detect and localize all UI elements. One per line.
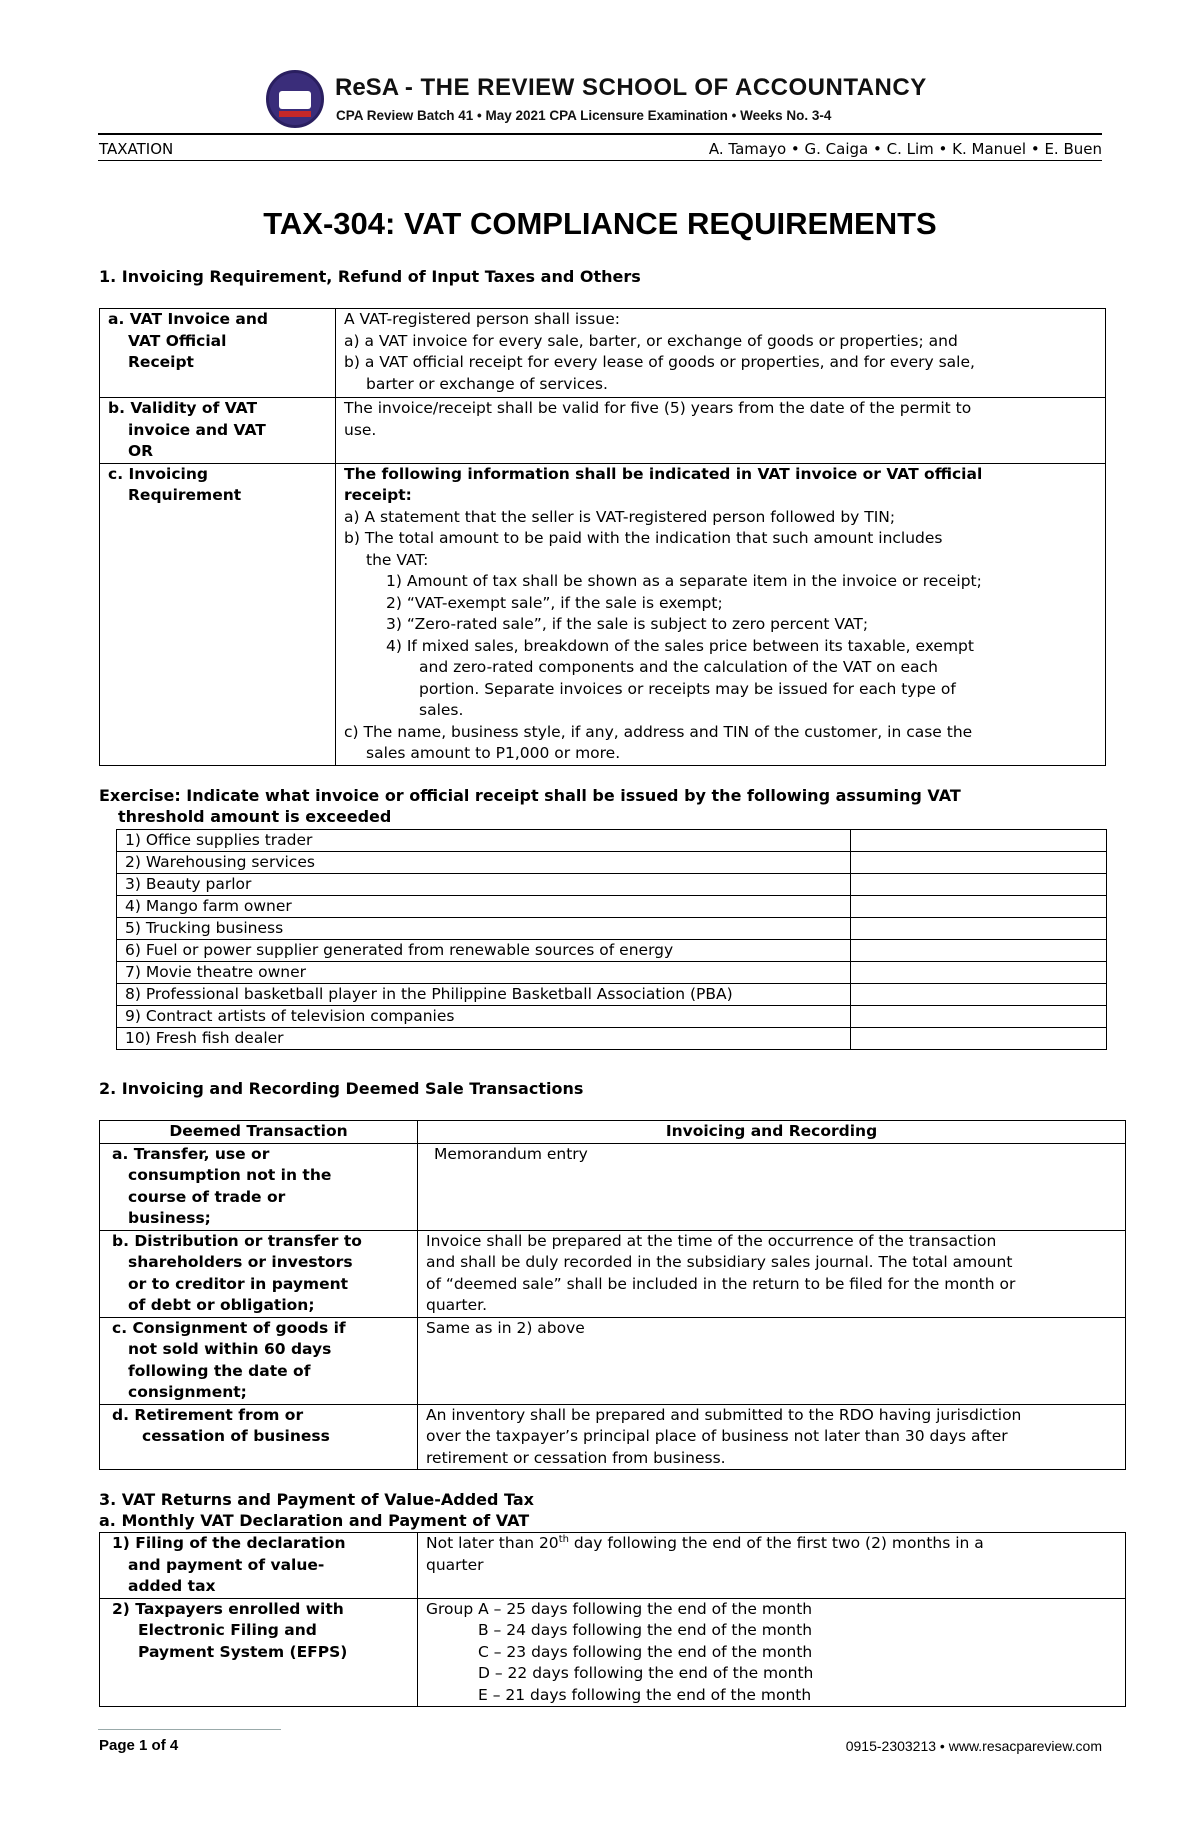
header-rule-bottom [98, 160, 1102, 161]
school-logo [266, 70, 324, 128]
answer-cell[interactable] [851, 852, 1107, 874]
table-row [117, 874, 1107, 896]
table-row [117, 830, 1107, 852]
table-row [100, 398, 1106, 464]
section-1-heading: 1. Invoicing Requirement, Refund of Input Taxes and Others [99, 267, 641, 286]
table-header-row [100, 1121, 1126, 1144]
transaction-cell: b. Distribution or transfer to shareholders or investors or to creditor in payment of debt or obligation; [100, 1230, 418, 1317]
table-row [117, 852, 1107, 874]
table-row [100, 1230, 1126, 1317]
batch-info: CPA Review Batch 41 • May 2021 CPA Licensure Examination • Weeks No. 3-4 [336, 108, 832, 123]
authors: A. Tamayo • G. Caiga • C. Lim • K. Manuel • E. Buen [708, 140, 1102, 158]
contact-info: 0915-2303213 • www.resacpareview.com [845, 1738, 1102, 1754]
table-row [117, 896, 1107, 918]
recording-cell: An inventory shall be prepared and submitted to the RDO having jurisdiction over the taxpayer’s principal place of business not later than 30 days after retirement or cessation from business. [418, 1404, 1126, 1470]
subject-label: TAXATION [99, 140, 174, 158]
exercise-heading: Exercise: Indicate what invoice or official receipt shall be issued by the following assuming VAT [99, 786, 961, 805]
table-row [100, 1533, 1126, 1599]
table-row [100, 309, 1106, 398]
section-2-heading: 2. Invoicing and Recording Deemed Sale Transactions [99, 1079, 584, 1098]
requirement-cell: 1) Filing of the declaration and payment of value- added tax [100, 1533, 418, 1599]
recording-cell: Same as in 2) above [418, 1317, 1126, 1404]
section-3-subheading: a. Monthly VAT Declaration and Payment of VAT [99, 1511, 530, 1530]
deadline-cell: Not later than 20th day following the end of the first two (2) months in a quarter [418, 1533, 1126, 1599]
answer-cell[interactable] [851, 874, 1107, 896]
exercise-item: 10) Fresh fish dealer [117, 1028, 851, 1050]
answer-cell[interactable] [851, 830, 1107, 852]
table-row [100, 1404, 1126, 1470]
answer-cell[interactable] [851, 940, 1107, 962]
table-row [100, 1598, 1126, 1707]
school-name: ReSA - THE REVIEW SCHOOL OF ACCOUNTANCY [335, 74, 927, 101]
table-row [100, 1143, 1126, 1230]
row-content: The invoice/receipt shall be valid for five (5) years from the date of the permit to use. [336, 398, 1106, 464]
answer-cell[interactable] [851, 1006, 1107, 1028]
exercise-table [116, 829, 1107, 1050]
exercise-item: 5) Trucking business [117, 918, 851, 940]
row-label: a. VAT Invoice and VAT Official Receipt [100, 309, 336, 398]
exercise-item: 7) Movie theatre owner [117, 962, 851, 984]
row-label: b. Validity of VAT invoice and VAT OR [100, 398, 336, 464]
exercise-item: 3) Beauty parlor [117, 874, 851, 896]
transaction-cell: c. Consignment of goods if not sold within 60 days following the date of consignment; [100, 1317, 418, 1404]
answer-cell[interactable] [851, 984, 1107, 1006]
transaction-cell: d. Retirement from or cessation of business [100, 1404, 418, 1470]
deadline-cell: Group A – 25 days following the end of the month B – 24 days following the end of the month C – 23 days following the end of the month D – 22 days following the end of the month E – 21 days following the end of the month [418, 1598, 1126, 1707]
transaction-cell: a. Transfer, use or consumption not in the course of trade or business; [100, 1143, 418, 1230]
page-title: TAX-304: VAT COMPLIANCE REQUIREMENTS [263, 206, 937, 241]
exercise-item: 9) Contract artists of television companies [117, 1006, 851, 1028]
answer-cell[interactable] [851, 1028, 1107, 1050]
exercise-item: 8) Professional basketball player in the Philippine Basketball Association (PBA) [117, 984, 851, 1006]
table-row [117, 1006, 1107, 1028]
column-header: Invoicing and Recording [418, 1121, 1126, 1144]
exercise-item: 6) Fuel or power supplier generated from renewable sources of energy [117, 940, 851, 962]
exercise-heading-cont: threshold amount is exceeded [118, 807, 392, 826]
header-rule-top [98, 133, 1102, 135]
table-row [117, 984, 1107, 1006]
footer-rule [98, 1729, 281, 1730]
page-number: Page 1 of 4 [99, 1737, 179, 1754]
row-content: A VAT-registered person shall issue: a) a VAT invoice for every sale, barter, or exchange of goods or properties; and b) a VAT official receipt for every lease of goods or properties, and for every sale, barter or exchange of services. [336, 309, 1106, 398]
logo-stripe [279, 111, 311, 117]
column-header: Deemed Transaction [100, 1121, 418, 1144]
row-content: The following information shall be indicated in VAT invoice or VAT official receipt: a) A statement that the seller is VAT-registered person followed by TIN; b) The total amount to be paid with the indication that such amount includes the VAT: 1) Amount of tax shall be shown as a separate item in the invoice or receipt; 2) “VAT-exempt sale”, if the sale is exempt; 3) “Zero-rated sale”, if the sale is subject to zero percent VAT; 4) If mixed sales, breakdown of the sales price between its taxable, exempt and zero-rated components and the calculation of the VAT on each portion. Separate invoices or receipts may be issued for each type of sales. c) The name, business style, if any, address and TIN of the customer, in case the sales amount to P1,000 or more. [336, 463, 1106, 765]
exercise-item: 4) Mango farm owner [117, 896, 851, 918]
exercise-item: 2) Warehousing services [117, 852, 851, 874]
invoicing-requirement-table [99, 308, 1106, 766]
table-row [117, 940, 1107, 962]
vat-returns-table [99, 1532, 1126, 1707]
requirement-cell: 2) Taxpayers enrolled with Electronic Filing and Payment System (EFPS) [100, 1598, 418, 1707]
table-row [117, 962, 1107, 984]
logo-emblem [279, 91, 311, 109]
exercise-item: 1) Office supplies trader [117, 830, 851, 852]
recording-cell: Memorandum entry [418, 1143, 1126, 1230]
table-row [100, 1317, 1126, 1404]
table-row [117, 918, 1107, 940]
answer-cell[interactable] [851, 918, 1107, 940]
row-label: c. Invoicing Requirement [100, 463, 336, 765]
table-row [117, 1028, 1107, 1050]
answer-cell[interactable] [851, 896, 1107, 918]
deemed-sale-table [99, 1120, 1126, 1470]
section-3-heading: 3. VAT Returns and Payment of Value-Added Tax [99, 1490, 534, 1509]
answer-cell[interactable] [851, 962, 1107, 984]
table-row [100, 463, 1106, 765]
recording-cell: Invoice shall be prepared at the time of the occurrence of the transaction and shall be duly recorded in the subsidiary sales journal. The total amount of “deemed sale” shall be included in the return to be filed for the month or quarter. [418, 1230, 1126, 1317]
